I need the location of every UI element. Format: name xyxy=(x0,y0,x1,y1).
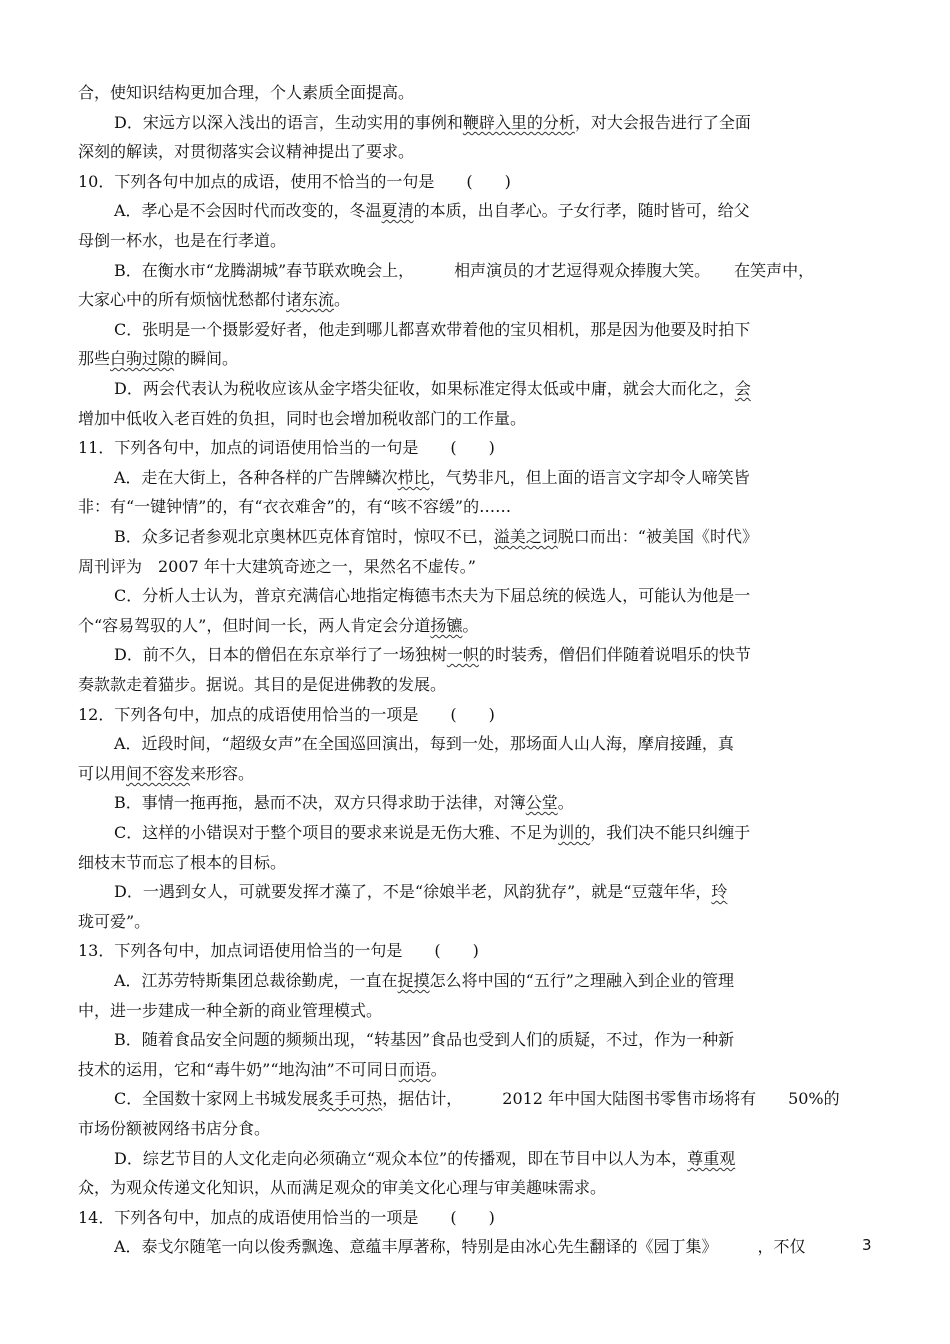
text-segment: 众，为观众传递文化知识，从而满足观众的审美文化心理与审美趣味需求。 xyxy=(78,1178,607,1197)
text-line xyxy=(78,230,286,252)
text-segment: 细枝末节而忘了根本的目标。 xyxy=(78,853,287,872)
text-line xyxy=(78,852,286,874)
text-segment: 那些 xyxy=(78,349,111,368)
answer-option xyxy=(114,526,758,548)
answer-option xyxy=(114,792,574,814)
text-segment: D．两会代表认为税收应该从金字塔尖征收，如果标准定得太低或中庸，就会大而化之， xyxy=(114,379,735,398)
text-segment: D．前不久，日本的僧侣在东京举行了一场独树 xyxy=(114,645,447,664)
page-number: 3 xyxy=(862,1236,872,1254)
text-segment: 增加中低收入老百姓的负担，同时也会增加税收部门的工作量。 xyxy=(78,409,527,428)
text-segment: C．全国数十家网上书城发展 xyxy=(114,1089,319,1108)
dotted-term: 鞭辟入里的分析 xyxy=(462,113,575,132)
text-segment: 来形容。 xyxy=(190,764,255,783)
text-line xyxy=(78,1177,606,1199)
text-line xyxy=(78,1059,447,1081)
text-line xyxy=(78,82,414,104)
answer-option xyxy=(114,644,751,666)
answer-option xyxy=(114,260,814,282)
text-segment: 非：有“一键钟情”的，有“衣衣难舍”的，有“咳不容缓”的…… xyxy=(78,497,512,516)
text-segment: 12．下列各句中，加点的成语使用恰当的一项是 ( ) xyxy=(78,705,495,724)
question-stem xyxy=(78,940,479,962)
answer-option xyxy=(114,733,734,755)
dotted-term: 玲 xyxy=(711,882,728,901)
text-segment: 。 xyxy=(430,1060,447,1079)
text-segment: 中，进一步建成一种全新的商业管理模式。 xyxy=(78,1001,383,1020)
question-stem xyxy=(78,437,495,459)
text-line xyxy=(78,763,254,785)
text-segment: 奏款款走着猫步。据说。其目的是促进佛教的发展。 xyxy=(78,675,447,694)
text-segment: ，据估计， 2012 年中国大陆图书零售市场将有 50%的 xyxy=(382,1089,840,1108)
text-line xyxy=(78,911,150,933)
answer-option xyxy=(114,319,750,341)
text-segment: 。 xyxy=(557,793,574,812)
text-segment: D．宋远方以深入浅出的语言，生动实用的事例和 xyxy=(114,113,463,132)
question-stem xyxy=(78,171,511,193)
text-segment: D．一遇到女人，可就要发挥才藻了，不是“徐娘半老，风韵犹存”，就是“豆蔻年华， xyxy=(114,882,712,901)
text-segment: 10．下列各句中加点的成语，使用不恰当的一句是 ( ) xyxy=(78,172,511,191)
text-segment: 。 xyxy=(462,616,479,635)
text-segment: 的本质，出自孝心。子女行孝，随时皆可，给父 xyxy=(413,201,750,220)
text-line xyxy=(78,408,526,430)
text-segment: 14．下列各句中，加点的成语使用恰当的一项是 ( ) xyxy=(78,1208,495,1227)
answer-option xyxy=(114,970,734,992)
text-segment: 周刊评为 2007 年十大建筑奇迹之一，果然名不虚传。” xyxy=(78,557,476,576)
text-segment: B．事情一拖再拖，悬而不决，双方只得求助于法律，对簿 xyxy=(114,793,526,812)
answer-option xyxy=(114,881,727,903)
text-segment: ，我们决不能只纠缠于 xyxy=(590,823,751,842)
text-segment: A．孝心是不会因时代而改变的，冬温 xyxy=(114,201,382,220)
text-segment: C．这样的小错误对于整个项目的要求来说是无伤大雅、不足为 xyxy=(114,823,559,842)
dotted-term: 而语 xyxy=(398,1060,431,1079)
answer-option xyxy=(114,822,750,844)
text-line xyxy=(78,496,511,518)
text-segment: A．江苏劳特斯集团总裁徐勤虎，一直在 xyxy=(114,971,398,990)
text-segment: 11．下列各句中，加点的词语使用恰当的一句是 ( ) xyxy=(78,438,495,457)
dotted-term: 白驹过隙 xyxy=(110,349,175,368)
answer-option xyxy=(114,1148,735,1170)
dotted-term: 会 xyxy=(734,379,751,398)
dotted-term: 公堂 xyxy=(525,793,558,812)
text-line xyxy=(78,674,446,696)
question-stem xyxy=(78,1207,495,1229)
text-segment: 怎么将中国的“五行”之理融入到企业的管理 xyxy=(429,971,734,990)
text-segment: 可以用 xyxy=(78,764,127,783)
text-segment: A．近段时间，“超级女声”在全国巡回演出，每到一处，那场面人山人海，摩肩接踵，真 xyxy=(114,734,734,753)
text-segment: 脱口而出：“被美国《时代》 xyxy=(557,527,758,546)
dotted-term: 尊重观 xyxy=(687,1149,736,1168)
dotted-term: 一帜 xyxy=(446,645,479,664)
text-segment: C．分析人士认为，普京充满信心地指定梅德韦杰夫为下届总统的候选人，可能认为他是一 xyxy=(114,586,751,605)
dotted-term: 溢美之词 xyxy=(493,527,558,546)
answer-option xyxy=(114,467,750,489)
text-line xyxy=(78,615,478,637)
answer-option xyxy=(114,200,750,222)
dotted-term: 诸东流 xyxy=(286,290,335,309)
text-segment: 珑可爱”。 xyxy=(78,912,151,931)
text-segment: 技术的运用，它和“毒牛奶”“地沟油”不可同日 xyxy=(78,1060,399,1079)
text-line xyxy=(78,289,350,311)
dotted-term: 训的 xyxy=(558,823,591,842)
text-segment: B．众多记者参观北京奥林匹克体育馆时，惊叹不已， xyxy=(114,527,494,546)
text-segment: 13．下列各句中，加点词语使用恰当的一句是 ( ) xyxy=(78,941,479,960)
text-segment: 。 xyxy=(334,290,351,309)
answer-option xyxy=(114,112,751,134)
question-stem xyxy=(78,704,495,726)
text-segment: 深刻的解读，对贯彻落实会议精神提出了要求。 xyxy=(78,142,415,161)
text-line xyxy=(78,1000,382,1022)
answer-option xyxy=(114,378,751,400)
dotted-term: 栉比 xyxy=(397,468,430,487)
text-segment: B．在衡水市“龙腾湖城”春节联欢晚会上， 相声演员的才艺逗得观众捧腹大笑。 在笑声中， xyxy=(114,261,815,280)
text-segment: 市场份额被网络书店分食。 xyxy=(78,1119,271,1138)
text-segment: D．综艺节目的人文化走向必须确立“观众本位”的传播观，即在节目中以人为本， xyxy=(114,1149,688,1168)
text-line xyxy=(78,1118,270,1140)
text-segment: B．随着食品安全问题的频频出现，“转基因”食品也受到人们的质疑，不过，作为一种新 xyxy=(114,1030,735,1049)
text-segment: 大家心中的所有烦恼忧愁都付 xyxy=(78,290,287,309)
dotted-term: 间不容发 xyxy=(126,764,191,783)
dotted-term: 捉摸 xyxy=(397,971,430,990)
text-segment: A．走在大街上，各种各样的广告牌鳞次 xyxy=(114,468,398,487)
text-line xyxy=(78,348,238,370)
answer-option xyxy=(114,1236,806,1258)
text-segment: C．张明是一个摄影爱好者，他走到哪儿都喜欢带着他的宝贝相机，那是因为他要及时拍下 xyxy=(114,320,751,339)
dotted-term: 夏清 xyxy=(381,201,414,220)
text-line xyxy=(78,556,476,578)
text-segment: 个“容易驾驭的人”，但时间一长，两人肯定会分道 xyxy=(78,616,431,635)
dotted-term: 炙手可热 xyxy=(318,1089,383,1108)
text-segment: 合，使知识结构更加合理，个人素质全面提高。 xyxy=(78,83,415,102)
text-segment: ，气势非凡，但上面的语言文字却令人啼笑皆 xyxy=(429,468,750,487)
answer-option xyxy=(114,585,750,607)
answer-option xyxy=(114,1029,734,1051)
answer-option xyxy=(114,1088,840,1110)
text-segment: A．泰戈尔随笔一向以俊秀飘逸、意蕴丰厚著称，特别是由冰心先生翻译的《园丁集》 ，不仅 xyxy=(114,1237,806,1256)
dotted-term: 扬镳 xyxy=(430,616,463,635)
text-line xyxy=(78,141,414,163)
text-segment: 的瞬间。 xyxy=(174,349,239,368)
text-segment: ，对大会报告进行了全面 xyxy=(574,113,751,132)
text-segment: 母倒一杯水，也是在行孝道。 xyxy=(78,231,287,250)
text-segment: 的时装秀，僧侣们伴随着说唱乐的快节 xyxy=(478,645,751,664)
